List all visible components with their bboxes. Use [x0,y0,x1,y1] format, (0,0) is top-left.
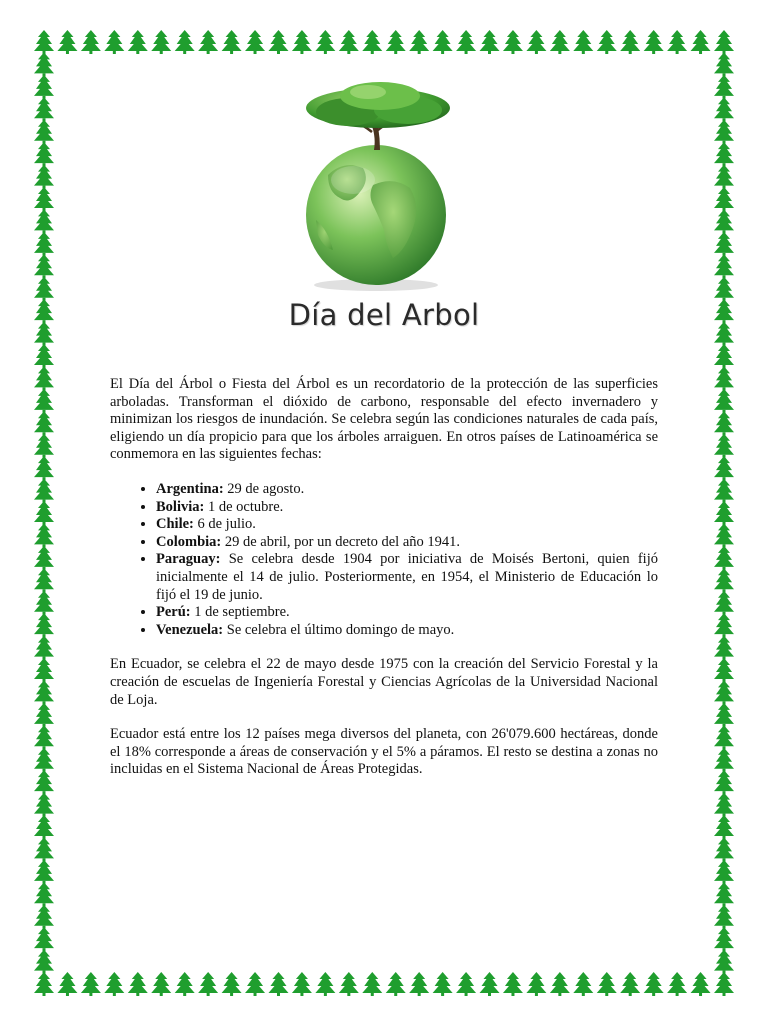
pine-tree-icon [34,479,54,503]
pine-tree-icon [34,860,54,884]
pine-tree-icon [34,389,54,413]
pine-tree-icon [34,793,54,817]
country-date: 29 de agosto. [223,480,305,497]
pine-tree-icon [714,815,734,839]
pine-tree-icon [503,972,523,996]
pine-tree-icon [34,254,54,278]
pine-tree-icon [315,972,335,996]
pine-tree-icon [34,636,54,660]
pine-tree-icon [34,837,54,861]
pine-tree-icon [714,703,734,727]
pine-tree-icon [34,905,54,929]
pine-tree-icon [714,793,734,817]
page-title: Día del Arbol [288,298,480,332]
pine-tree-icon [714,725,734,749]
pine-tree-icon [34,142,54,166]
pine-tree-icon [34,680,54,704]
list-item [156,604,658,622]
pine-tree-icon [222,972,242,996]
pine-tree-icon [34,591,54,615]
pine-tree-icon [34,568,54,592]
country-date: 1 de octubre. [204,498,284,515]
pine-tree-icon [34,658,54,682]
pine-tree-icon [34,187,54,211]
biodiversity-paragraph: Ecuador está entre los 12 países mega diversos del planeta, con 26'079.600 hectáreas, donde el 18% corresponde a áreas de conservación y el 5% a páramos. El resto se destina a zonas no incluidas en el Sistema Nacional de Áreas Protegidas. [110,726,658,778]
pine-tree-icon [198,30,218,54]
pine-tree-icon [714,882,734,906]
pine-tree-icon [339,30,359,54]
pine-tree-icon [620,972,640,996]
pine-tree-icon [34,165,54,189]
pine-tree-icon [386,972,406,996]
pine-tree-icon [386,30,406,54]
pine-tree-icon [597,972,617,996]
pine-tree-icon [339,972,359,996]
country-name: Argentina: [156,480,224,497]
pine-tree-icon [175,972,195,996]
pine-tree-icon [714,254,734,278]
pine-tree-icon [620,30,640,54]
pine-tree-icon [34,815,54,839]
pine-tree-icon [714,501,734,525]
country-name: Chile: [156,516,194,533]
pine-tree-icon [34,456,54,480]
pine-tree-icon [34,501,54,525]
pine-tree-icon [714,434,734,458]
list-item [156,516,658,534]
pine-tree-icon [456,972,476,996]
pine-tree-icon [714,658,734,682]
tree-on-globe-image [288,80,468,295]
pine-tree-icon [34,344,54,368]
pine-tree-icon [315,30,335,54]
pine-tree-icon [34,523,54,547]
pine-tree-icon [292,30,312,54]
pine-tree-icon [714,97,734,121]
ecuador-paragraph: En Ecuador, se celebra el 22 de mayo desde 1975 con la creación del Servicio Forestal y la creación de escuelas de Ingeniería Forestal y Ciencias Agrícolas de la Universidad Nacional de Loja. [110,656,658,708]
pine-tree-icon [714,837,734,861]
country-date: Se celebra desde 1904 por iniciativa de Moisés Bertoni, quien fijó inicialmente el 14 de julio. Posteriormente, en 1954, el Ministerio de Educación lo fijó el 19 de junio. [156,551,658,603]
pine-tree-icon [714,770,734,794]
pine-tree-icon [526,30,546,54]
pine-tree-icon [362,972,382,996]
list-item [156,622,658,640]
pine-tree-icon [597,30,617,54]
pine-tree-icon [151,30,171,54]
pine-tree-icon [433,30,453,54]
pine-tree-icon [34,703,54,727]
pine-tree-icon [667,30,687,54]
pine-tree-icon [714,927,734,951]
pine-tree-icon [714,52,734,76]
pine-tree-icon [409,972,429,996]
pine-tree-icon [714,165,734,189]
list-item [156,551,658,604]
pine-tree-icon [34,972,54,996]
pine-tree-icon [81,972,101,996]
pine-tree-icon [34,725,54,749]
pine-tree-icon [714,568,734,592]
pine-tree-icon [714,479,734,503]
pine-tree-icon [714,591,734,615]
country-date: 29 de abril, por un decreto del año 1941. [221,533,461,550]
country-name: Paraguay: [156,551,221,568]
pine-tree-icon [268,30,288,54]
pine-tree-icon [480,30,500,54]
country-name: Perú: [156,604,191,621]
pine-tree-icon [34,75,54,99]
pine-tree-icon [34,52,54,76]
pine-tree-icon [34,97,54,121]
pine-tree-icon [268,972,288,996]
list-item [156,481,658,499]
pine-tree-icon [480,972,500,996]
pine-tree-icon [34,770,54,794]
pine-tree-icon [34,546,54,570]
pine-tree-icon [714,187,734,211]
pine-tree-icon [714,366,734,390]
country-date: 6 de julio. [193,516,256,533]
pine-tree-icon [104,972,124,996]
pine-tree-icon [714,142,734,166]
pine-tree-icon [409,30,429,54]
pine-tree-icon [691,30,711,54]
pine-tree-icon [34,120,54,144]
pine-tree-icon [503,30,523,54]
pine-tree-icon [714,389,734,413]
list-item [156,499,658,517]
pine-tree-icon [714,613,734,637]
pine-tree-icon [573,972,593,996]
pine-tree-icon [714,120,734,144]
pine-tree-icon [691,972,711,996]
pine-tree-icon [151,972,171,996]
country-name: Venezuela: [156,621,224,638]
pine-tree-icon [714,523,734,547]
pine-tree-icon [714,546,734,570]
pine-tree-icon [34,366,54,390]
pine-tree-icon [175,30,195,54]
pine-tree-icon [104,30,124,54]
pine-tree-icon [34,882,54,906]
pine-tree-icon [245,30,265,54]
pine-tree-icon [714,456,734,480]
pine-tree-icon [34,748,54,772]
country-name: Colombia: [156,533,222,550]
pine-tree-icon [714,232,734,256]
pine-tree-icon [714,748,734,772]
pine-tree-icon [714,75,734,99]
pine-tree-icon [644,30,664,54]
pine-tree-icon [456,30,476,54]
pine-tree-icon [34,30,54,54]
pine-tree-icon [550,30,570,54]
pine-tree-icon [433,972,453,996]
pine-tree-icon [81,30,101,54]
pine-tree-icon [714,30,734,54]
pine-tree-icon [57,30,77,54]
pine-tree-icon [57,972,77,996]
pine-tree-icon [198,972,218,996]
pine-tree-icon [714,411,734,435]
pine-tree-icon [34,950,54,974]
pine-tree-icon [292,972,312,996]
country-name: Bolivia: [156,498,205,515]
pine-tree-icon [714,950,734,974]
pine-tree-icon [526,972,546,996]
pine-tree-icon [245,972,265,996]
pine-tree-icon [714,860,734,884]
pine-tree-icon [714,209,734,233]
pine-tree-icon [667,972,687,996]
article-body [110,376,658,779]
pine-tree-icon [644,972,664,996]
pine-tree-icon [714,972,734,996]
country-dates-list [110,481,658,639]
pine-tree-icon [550,972,570,996]
pine-tree-icon [34,232,54,256]
list-item [156,534,658,552]
country-date: 1 de septiembre. [190,604,290,621]
pine-tree-icon [222,30,242,54]
pine-tree-icon [714,905,734,929]
pine-tree-icon [34,411,54,435]
pine-tree-icon [128,972,148,996]
pine-tree-icon [34,927,54,951]
pine-tree-icon [714,636,734,660]
pine-tree-icon [714,680,734,704]
pine-tree-icon [34,613,54,637]
intro-paragraph: El Día del Árbol o Fiesta del Árbol es un recordatorio de la protección de las superficies arboladas. Transforman el dióxido de carbono, responsable del efecto invernadero y minimizan los riesgos de inundación. Se celebra según las condiciones naturales de cada país, eligiendo un día propicio para que los árboles arraiguen. En otros países de Latinoamérica se conmemora en las siguientes fechas: [110,376,658,463]
pine-tree-icon [34,434,54,458]
pine-tree-icon [573,30,593,54]
pine-tree-icon [34,209,54,233]
pine-tree-icon [362,30,382,54]
country-date: Se celebra el último domingo de mayo. [223,621,455,638]
pine-tree-icon [128,30,148,54]
pine-tree-icon [714,344,734,368]
